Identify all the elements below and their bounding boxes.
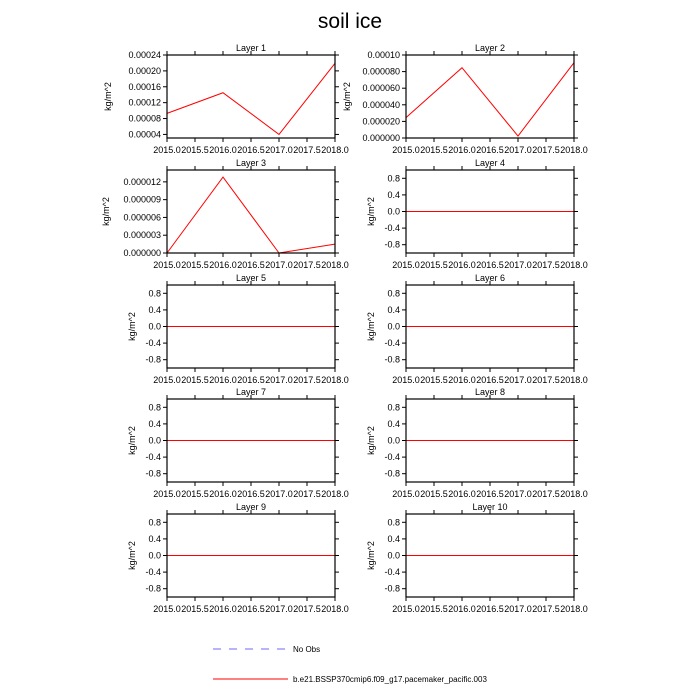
x-tick-label: 2017.5 xyxy=(532,375,560,385)
x-tick-label: 2018.0 xyxy=(321,145,349,155)
legend-label: No Obs xyxy=(293,645,321,654)
x-tick-label: 2015.0 xyxy=(392,489,420,499)
y-tick-label: 0.000009 xyxy=(123,194,161,205)
y-tick-label: 0.0 xyxy=(148,435,161,446)
y-tick-label: 0.000012 xyxy=(123,176,161,187)
y-tick-label: 0.4 xyxy=(387,418,400,429)
x-tick-label: 2018.0 xyxy=(560,260,588,270)
panel-layer-8 xyxy=(366,387,588,499)
panel-layer-2 xyxy=(342,43,588,155)
panel-layer-4 xyxy=(366,158,588,270)
y-tick-label: 0.0 xyxy=(148,321,161,332)
x-tick-label: 2018.0 xyxy=(560,604,588,614)
x-tick-label: 2016.5 xyxy=(237,375,265,385)
y-tick-label: -0.8 xyxy=(384,468,400,479)
x-tick-label: 2017.5 xyxy=(293,260,321,270)
y-tick-label: 0.000003 xyxy=(123,230,161,241)
x-tick-label: 2016.0 xyxy=(448,260,476,270)
x-tick-label: 2015.0 xyxy=(392,260,420,270)
panel-layer-3 xyxy=(101,158,349,270)
y-tick-label: 0.4 xyxy=(387,533,400,544)
x-tick-label: 2016.5 xyxy=(237,604,265,614)
y-tick-label: 0.00024 xyxy=(128,50,161,60)
x-tick-label: 2018.0 xyxy=(321,260,349,270)
panel-title: Layer 5 xyxy=(235,273,267,283)
y-axis-label: kg/m^2 xyxy=(342,82,352,111)
legend xyxy=(213,645,487,684)
x-tick-label: 2016.5 xyxy=(237,489,265,499)
y-tick-label: 0.000000 xyxy=(123,248,161,258)
plot-frame xyxy=(406,55,574,138)
x-tick-label: 2016.0 xyxy=(209,604,237,614)
y-axis-label: kg/m^2 xyxy=(366,541,376,570)
x-tick-label: 2017.0 xyxy=(265,145,293,155)
y-tick-label: 0.8 xyxy=(148,288,161,299)
series-line xyxy=(167,177,335,253)
x-tick-label: 2016.5 xyxy=(237,260,265,270)
x-tick-label: 2017.0 xyxy=(265,604,293,614)
plot-frame xyxy=(167,170,335,253)
series-line xyxy=(167,63,335,134)
x-tick-label: 2017.0 xyxy=(265,489,293,499)
y-tick-label: 0.8 xyxy=(387,402,400,413)
x-tick-label: 2015.5 xyxy=(181,375,209,385)
x-tick-label: 2016.0 xyxy=(448,145,476,155)
x-tick-label: 2016.5 xyxy=(476,489,504,499)
y-tick-label: 0.0 xyxy=(387,550,400,561)
x-tick-label: 2016.0 xyxy=(209,375,237,385)
y-tick-label: 0.4 xyxy=(387,189,400,200)
legend-label: b.e21.BSSP370cmip6.f09_g17.pacemaker_pacific.003 xyxy=(293,675,487,684)
y-axis-label: kg/m^2 xyxy=(127,426,137,455)
x-tick-label: 2017.0 xyxy=(504,489,532,499)
panel-title: Layer 8 xyxy=(474,387,506,397)
panel-layer-10 xyxy=(366,502,588,614)
x-tick-label: 2015.0 xyxy=(392,145,420,155)
panel-layer-1 xyxy=(103,43,349,155)
x-tick-label: 2017.0 xyxy=(265,260,293,270)
y-tick-label: -0.8 xyxy=(384,239,400,250)
x-tick-label: 2017.0 xyxy=(504,375,532,385)
y-tick-label: -0.4 xyxy=(145,452,161,463)
x-tick-label: 2018.0 xyxy=(321,604,349,614)
plot-frame xyxy=(167,55,335,138)
x-tick-label: 2016.0 xyxy=(448,604,476,614)
y-tick-label: 0.8 xyxy=(387,173,400,184)
panel-title: Layer 6 xyxy=(474,273,506,283)
y-tick-label: 0.8 xyxy=(387,288,400,299)
x-tick-label: 2017.5 xyxy=(532,604,560,614)
panel-title: Layer 3 xyxy=(235,158,267,168)
y-tick-label: -0.4 xyxy=(384,452,400,463)
x-tick-label: 2015.5 xyxy=(420,375,448,385)
x-tick-label: 2015.0 xyxy=(153,604,181,614)
panel-layer-7 xyxy=(127,387,349,499)
x-tick-label: 2018.0 xyxy=(560,375,588,385)
y-tick-label: -0.8 xyxy=(145,354,161,365)
y-tick-label: 0.00012 xyxy=(128,97,161,108)
panel-layer-9 xyxy=(127,502,349,614)
x-tick-label: 2017.0 xyxy=(265,375,293,385)
x-tick-label: 2015.5 xyxy=(181,145,209,155)
x-tick-label: 2017.0 xyxy=(504,260,532,270)
y-tick-label: 0.000060 xyxy=(362,83,400,94)
y-tick-label: 0.0 xyxy=(387,321,400,332)
y-tick-label: 0.00020 xyxy=(128,65,161,76)
x-tick-label: 2015.0 xyxy=(153,145,181,155)
y-tick-label: 0.00008 xyxy=(128,113,161,124)
y-tick-label: -0.4 xyxy=(145,567,161,578)
y-axis-label: kg/m^2 xyxy=(366,197,376,226)
y-tick-label: 0.000006 xyxy=(123,212,161,223)
figure-title: soil ice xyxy=(317,10,383,33)
x-tick-label: 2015.0 xyxy=(153,489,181,499)
y-tick-label: 0.00016 xyxy=(128,81,161,92)
x-tick-label: 2017.5 xyxy=(293,145,321,155)
series-line xyxy=(406,63,574,136)
y-tick-label: -0.4 xyxy=(384,567,400,578)
x-tick-label: 2016.0 xyxy=(209,260,237,270)
y-tick-label: -0.8 xyxy=(384,354,400,365)
y-tick-label: -0.8 xyxy=(384,583,400,594)
y-tick-label: 0.0 xyxy=(387,206,400,217)
y-axis-label: kg/m^2 xyxy=(366,426,376,455)
y-tick-label: -0.4 xyxy=(384,223,400,234)
x-tick-label: 2016.0 xyxy=(448,375,476,385)
x-tick-label: 2015.5 xyxy=(420,260,448,270)
y-tick-label: 0.0 xyxy=(387,435,400,446)
y-tick-label: -0.8 xyxy=(145,468,161,479)
x-tick-label: 2018.0 xyxy=(321,489,349,499)
y-tick-label: 0.8 xyxy=(387,517,400,528)
x-tick-label: 2015.0 xyxy=(392,375,420,385)
x-tick-label: 2017.5 xyxy=(293,375,321,385)
y-axis-label: kg/m^2 xyxy=(366,312,376,341)
y-tick-label: 0.000020 xyxy=(362,116,400,127)
x-tick-label: 2017.5 xyxy=(532,260,560,270)
y-tick-label: 0.0 xyxy=(148,550,161,561)
y-tick-label: 0.8 xyxy=(148,402,161,413)
y-tick-label: 0.4 xyxy=(148,533,161,544)
x-tick-label: 2015.5 xyxy=(420,604,448,614)
y-tick-label: -0.4 xyxy=(145,338,161,349)
x-tick-label: 2015.5 xyxy=(420,145,448,155)
y-tick-label: 0.000000 xyxy=(362,133,400,143)
x-tick-label: 2017.5 xyxy=(532,145,560,155)
panel-title: Layer 2 xyxy=(474,43,506,53)
panel-title: Layer 4 xyxy=(474,158,506,168)
x-tick-label: 2015.0 xyxy=(153,375,181,385)
x-tick-label: 2015.0 xyxy=(392,604,420,614)
x-tick-label: 2015.5 xyxy=(181,260,209,270)
x-tick-label: 2016.0 xyxy=(209,489,237,499)
y-tick-label: 0.4 xyxy=(387,304,400,315)
y-tick-label: 0.00004 xyxy=(128,129,161,140)
y-tick-label: -0.8 xyxy=(145,583,161,594)
x-tick-label: 2016.5 xyxy=(476,260,504,270)
y-tick-label: 0.000040 xyxy=(362,99,400,110)
y-axis-label: kg/m^2 xyxy=(127,312,137,341)
x-tick-label: 2016.5 xyxy=(476,375,504,385)
y-axis-label: kg/m^2 xyxy=(103,82,113,111)
panel-title: Layer 7 xyxy=(235,387,267,397)
y-axis-label: kg/m^2 xyxy=(127,541,137,570)
x-tick-label: 2016.5 xyxy=(476,145,504,155)
x-tick-label: 2017.5 xyxy=(293,489,321,499)
x-tick-label: 2015.5 xyxy=(181,604,209,614)
x-tick-label: 2016.5 xyxy=(237,145,265,155)
x-tick-label: 2017.5 xyxy=(293,604,321,614)
x-tick-label: 2018.0 xyxy=(560,145,588,155)
x-tick-label: 2016.5 xyxy=(476,604,504,614)
y-tick-label: 0.4 xyxy=(148,304,161,315)
x-tick-label: 2015.5 xyxy=(181,489,209,499)
x-tick-label: 2017.0 xyxy=(504,604,532,614)
x-tick-label: 2016.0 xyxy=(448,489,476,499)
y-tick-label: 0.000080 xyxy=(362,66,400,77)
y-tick-label: -0.4 xyxy=(384,338,400,349)
x-tick-label: 2015.0 xyxy=(153,260,181,270)
x-tick-label: 2015.5 xyxy=(420,489,448,499)
y-tick-label: 0.8 xyxy=(148,517,161,528)
y-tick-label: 0.00010 xyxy=(367,50,400,60)
x-tick-label: 2018.0 xyxy=(321,375,349,385)
y-axis-label: kg/m^2 xyxy=(101,197,111,226)
x-tick-label: 2017.0 xyxy=(504,145,532,155)
panel-layer-6 xyxy=(366,273,588,385)
panel-title: Layer 10 xyxy=(472,502,508,512)
panel-title: Layer 9 xyxy=(235,502,267,512)
x-tick-label: 2018.0 xyxy=(560,489,588,499)
x-tick-label: 2017.5 xyxy=(532,489,560,499)
y-tick-label: 0.4 xyxy=(148,418,161,429)
panel-layer-5 xyxy=(127,273,349,385)
panel-title: Layer 1 xyxy=(235,43,267,53)
x-tick-label: 2016.0 xyxy=(209,145,237,155)
